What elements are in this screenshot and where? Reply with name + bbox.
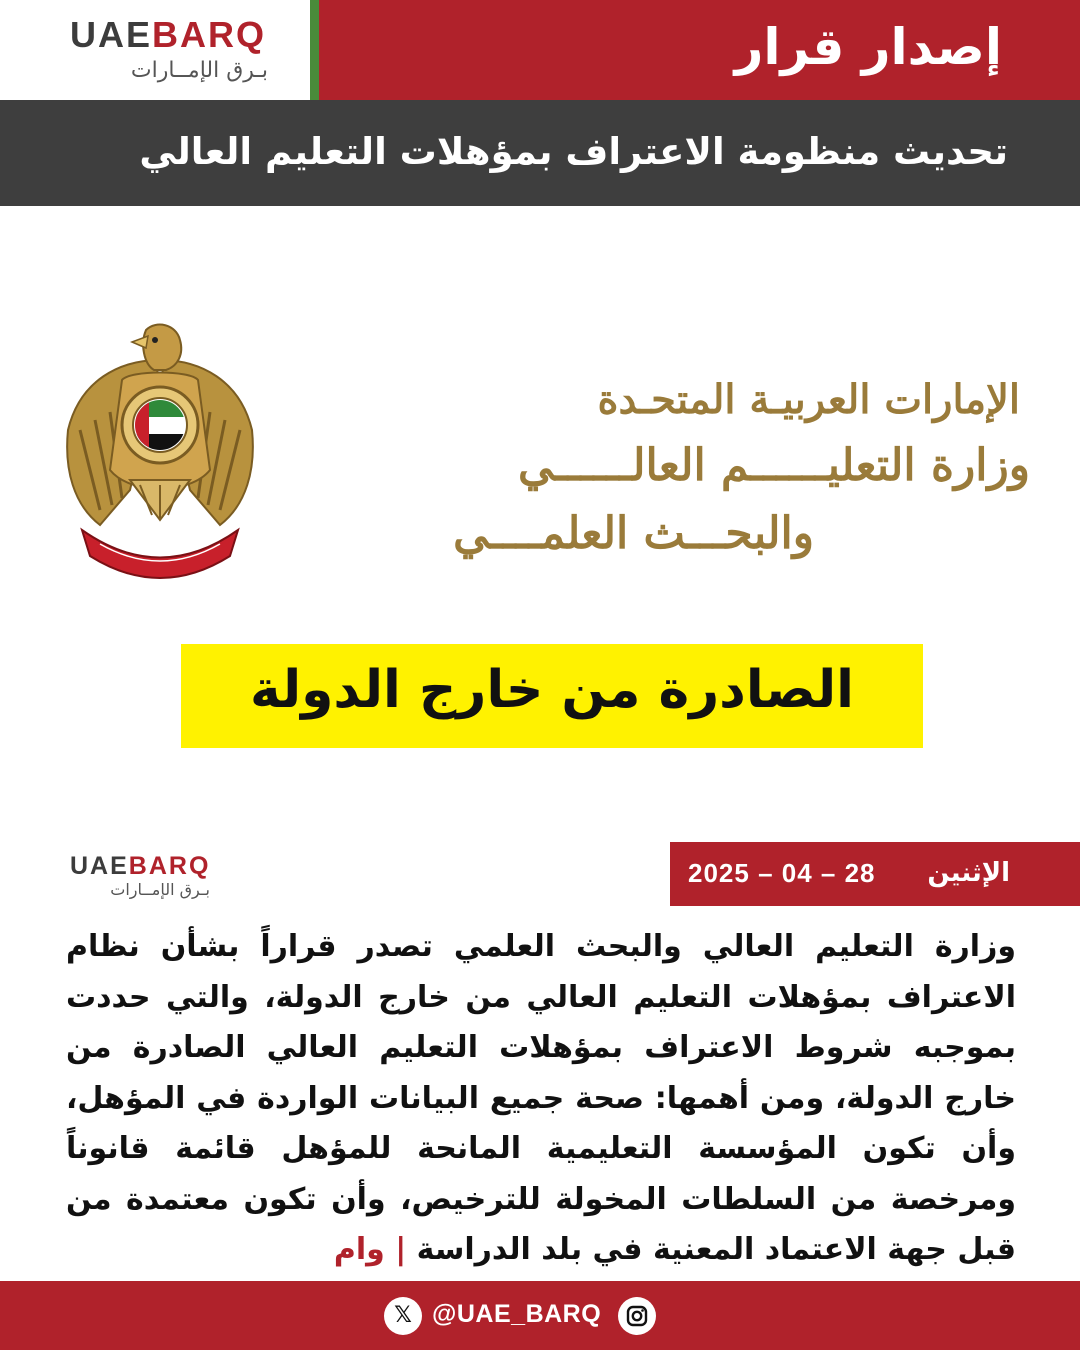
article-body-text: وزارة التعليم العالي والبحث العلمي تصدر قراراً بشأن نظام الاعتراف بمؤهلات التعليم العالي من خارج الدولة، والتي حددت بموجبه شروط الاعتراف بمؤهلات التعليم العالي الصادرة من خارج الدولة، ومن أهمها: صحة جميع البيانات الواردة في المؤهل، وأن تكون المؤسسة التعليمية المانحة للمؤهل قائمة قانوناً ومرخصة من السلطات المخولة للترخيص، وأن تكون معتمدة من قبل جهة الاعتماد المعنية في بلد الدراسة [66,929,1016,1267]
article-brand-arabic: بـرق الإمــارات [110,880,210,899]
social-handle[interactable]: @UAE_BARQ [432,1300,602,1328]
article-source: وام [333,1232,385,1267]
ministry-name-line-2: والبحـــث العلمــــي [453,508,814,559]
footer-bar [0,1281,1080,1350]
brand-latin-suffix: BARQ [152,14,267,55]
highlight-text: الصادرة من خارج الدولة [250,660,854,720]
brand-logo [0,0,310,100]
brand-logo-arabic: بـرق الإمــارات [130,58,268,83]
article-body [66,922,1016,1276]
ministry-header [60,320,1050,590]
article-brand-latin-prefix: UAE [70,852,129,880]
uae-emblem-icon [60,320,260,580]
divider-stripe [310,0,319,100]
top-header [0,0,1080,100]
ministry-name-line: وزارة التعليــــــم العالــــــي [518,440,1030,491]
instagram-icon[interactable] [618,1297,656,1335]
title-banner [319,0,1080,100]
date-value: 2025 – 04 – 28 [688,858,876,888]
page-subtitle: تحديث منظومة الاعتراف بمؤهلات التعليم العالي [139,130,1008,173]
brand-logo-latin [70,14,266,56]
subtitle-banner [0,100,1080,206]
ministry-country-name: الإمارات العربيـة المتحـدة [597,376,1020,423]
date-badge [670,842,1080,906]
date-day: الإثنين [927,858,1010,888]
source-separator: | [395,1232,407,1267]
article-brand-latin-suffix: BARQ [128,852,211,880]
highlight-box [181,644,923,748]
article-brand-latin [70,852,210,881]
article-brand-logo [70,852,230,902]
brand-latin-prefix: UAE [70,14,153,55]
page-title: إصدار قرار [734,18,1002,76]
x-icon[interactable]: 𝕏 [384,1297,422,1335]
